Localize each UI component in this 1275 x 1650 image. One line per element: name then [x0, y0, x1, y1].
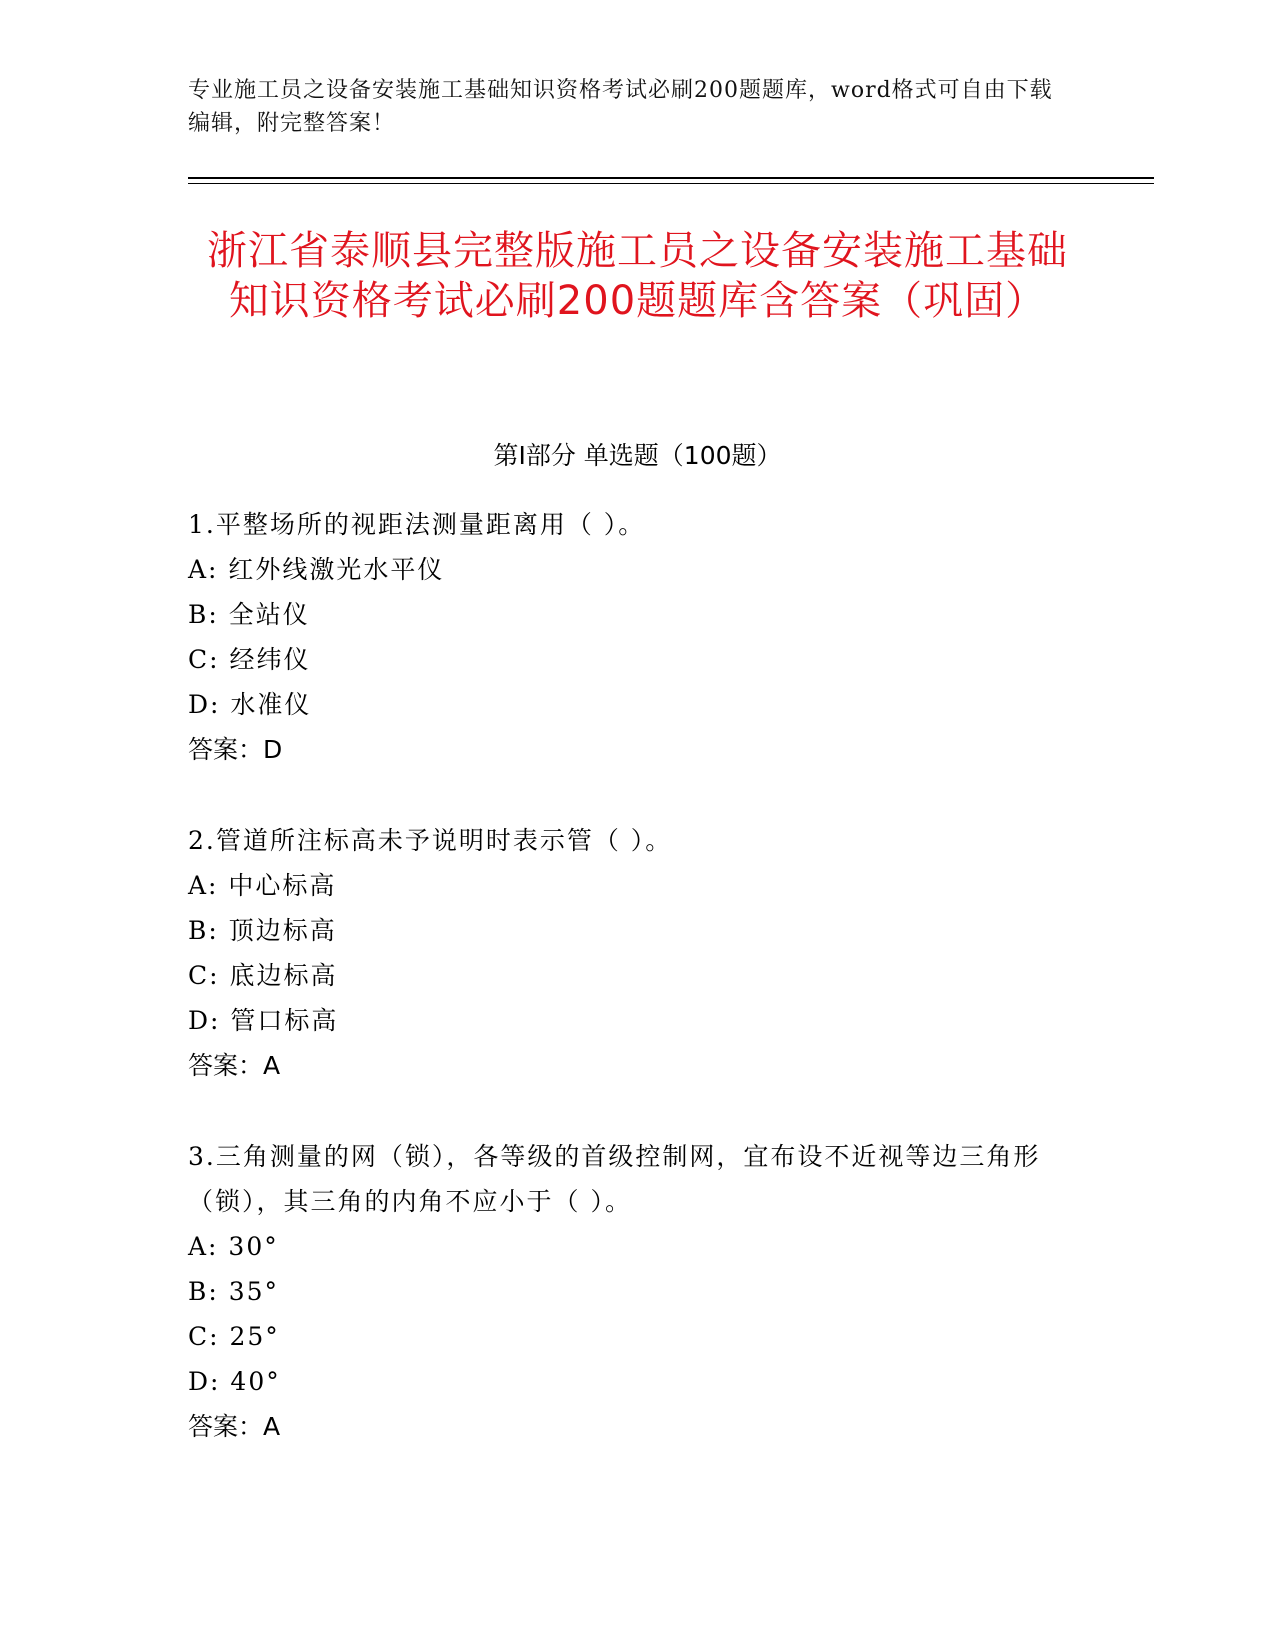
question-3: [188, 1134, 1068, 1449]
question-stem: 3.三角测量的网（锁），各等级的首级控制网，宜布设不近视等边三角形（锁），其三角的内角不应小于（ ）。: [188, 1142, 1041, 1216]
option-c: C: 经纬仪: [188, 645, 311, 674]
header-rule-thin: [188, 183, 1154, 184]
document-title: 浙江省泰顺县完整版施工员之设备安装施工基础知识资格考试必刷200题题库含答案（巩固）: [207, 228, 1068, 324]
answer: 答案：D: [188, 735, 283, 764]
option-a: A: 红外线激光水平仪: [188, 555, 445, 584]
option-c: C: 25°: [188, 1322, 280, 1351]
option-a: A: 30°: [188, 1232, 279, 1261]
header-note: 专业施工员之设备安装施工基础知识资格考试必刷200题题库，word格式可自由下载编辑，附完整答案！: [188, 78, 1053, 136]
option-a: A: 中心标高: [188, 871, 337, 900]
question-stem: 2.管道所注标高未予说明时表示管（ ）。: [188, 826, 673, 855]
option-b: B: 35°: [188, 1277, 280, 1306]
answer: 答案：A: [188, 1412, 281, 1441]
section-heading: 第I部分 单选题（100题）: [493, 441, 782, 470]
option-d: D: 水准仪: [188, 690, 312, 719]
question-stem: 1.平整场所的视距法测量距离用（ ）。: [188, 510, 646, 539]
question-2: [188, 818, 1068, 1088]
option-c: C: 底边标高: [188, 961, 338, 990]
question-1: [188, 502, 1068, 772]
option-b: B: 全站仪: [188, 600, 310, 629]
answer: 答案：A: [188, 1051, 281, 1080]
header-rule-thick: [188, 177, 1154, 179]
option-d: D: 40°: [188, 1367, 281, 1396]
option-b: B: 顶边标高: [188, 916, 337, 945]
option-d: D: 管口标高: [188, 1006, 339, 1035]
